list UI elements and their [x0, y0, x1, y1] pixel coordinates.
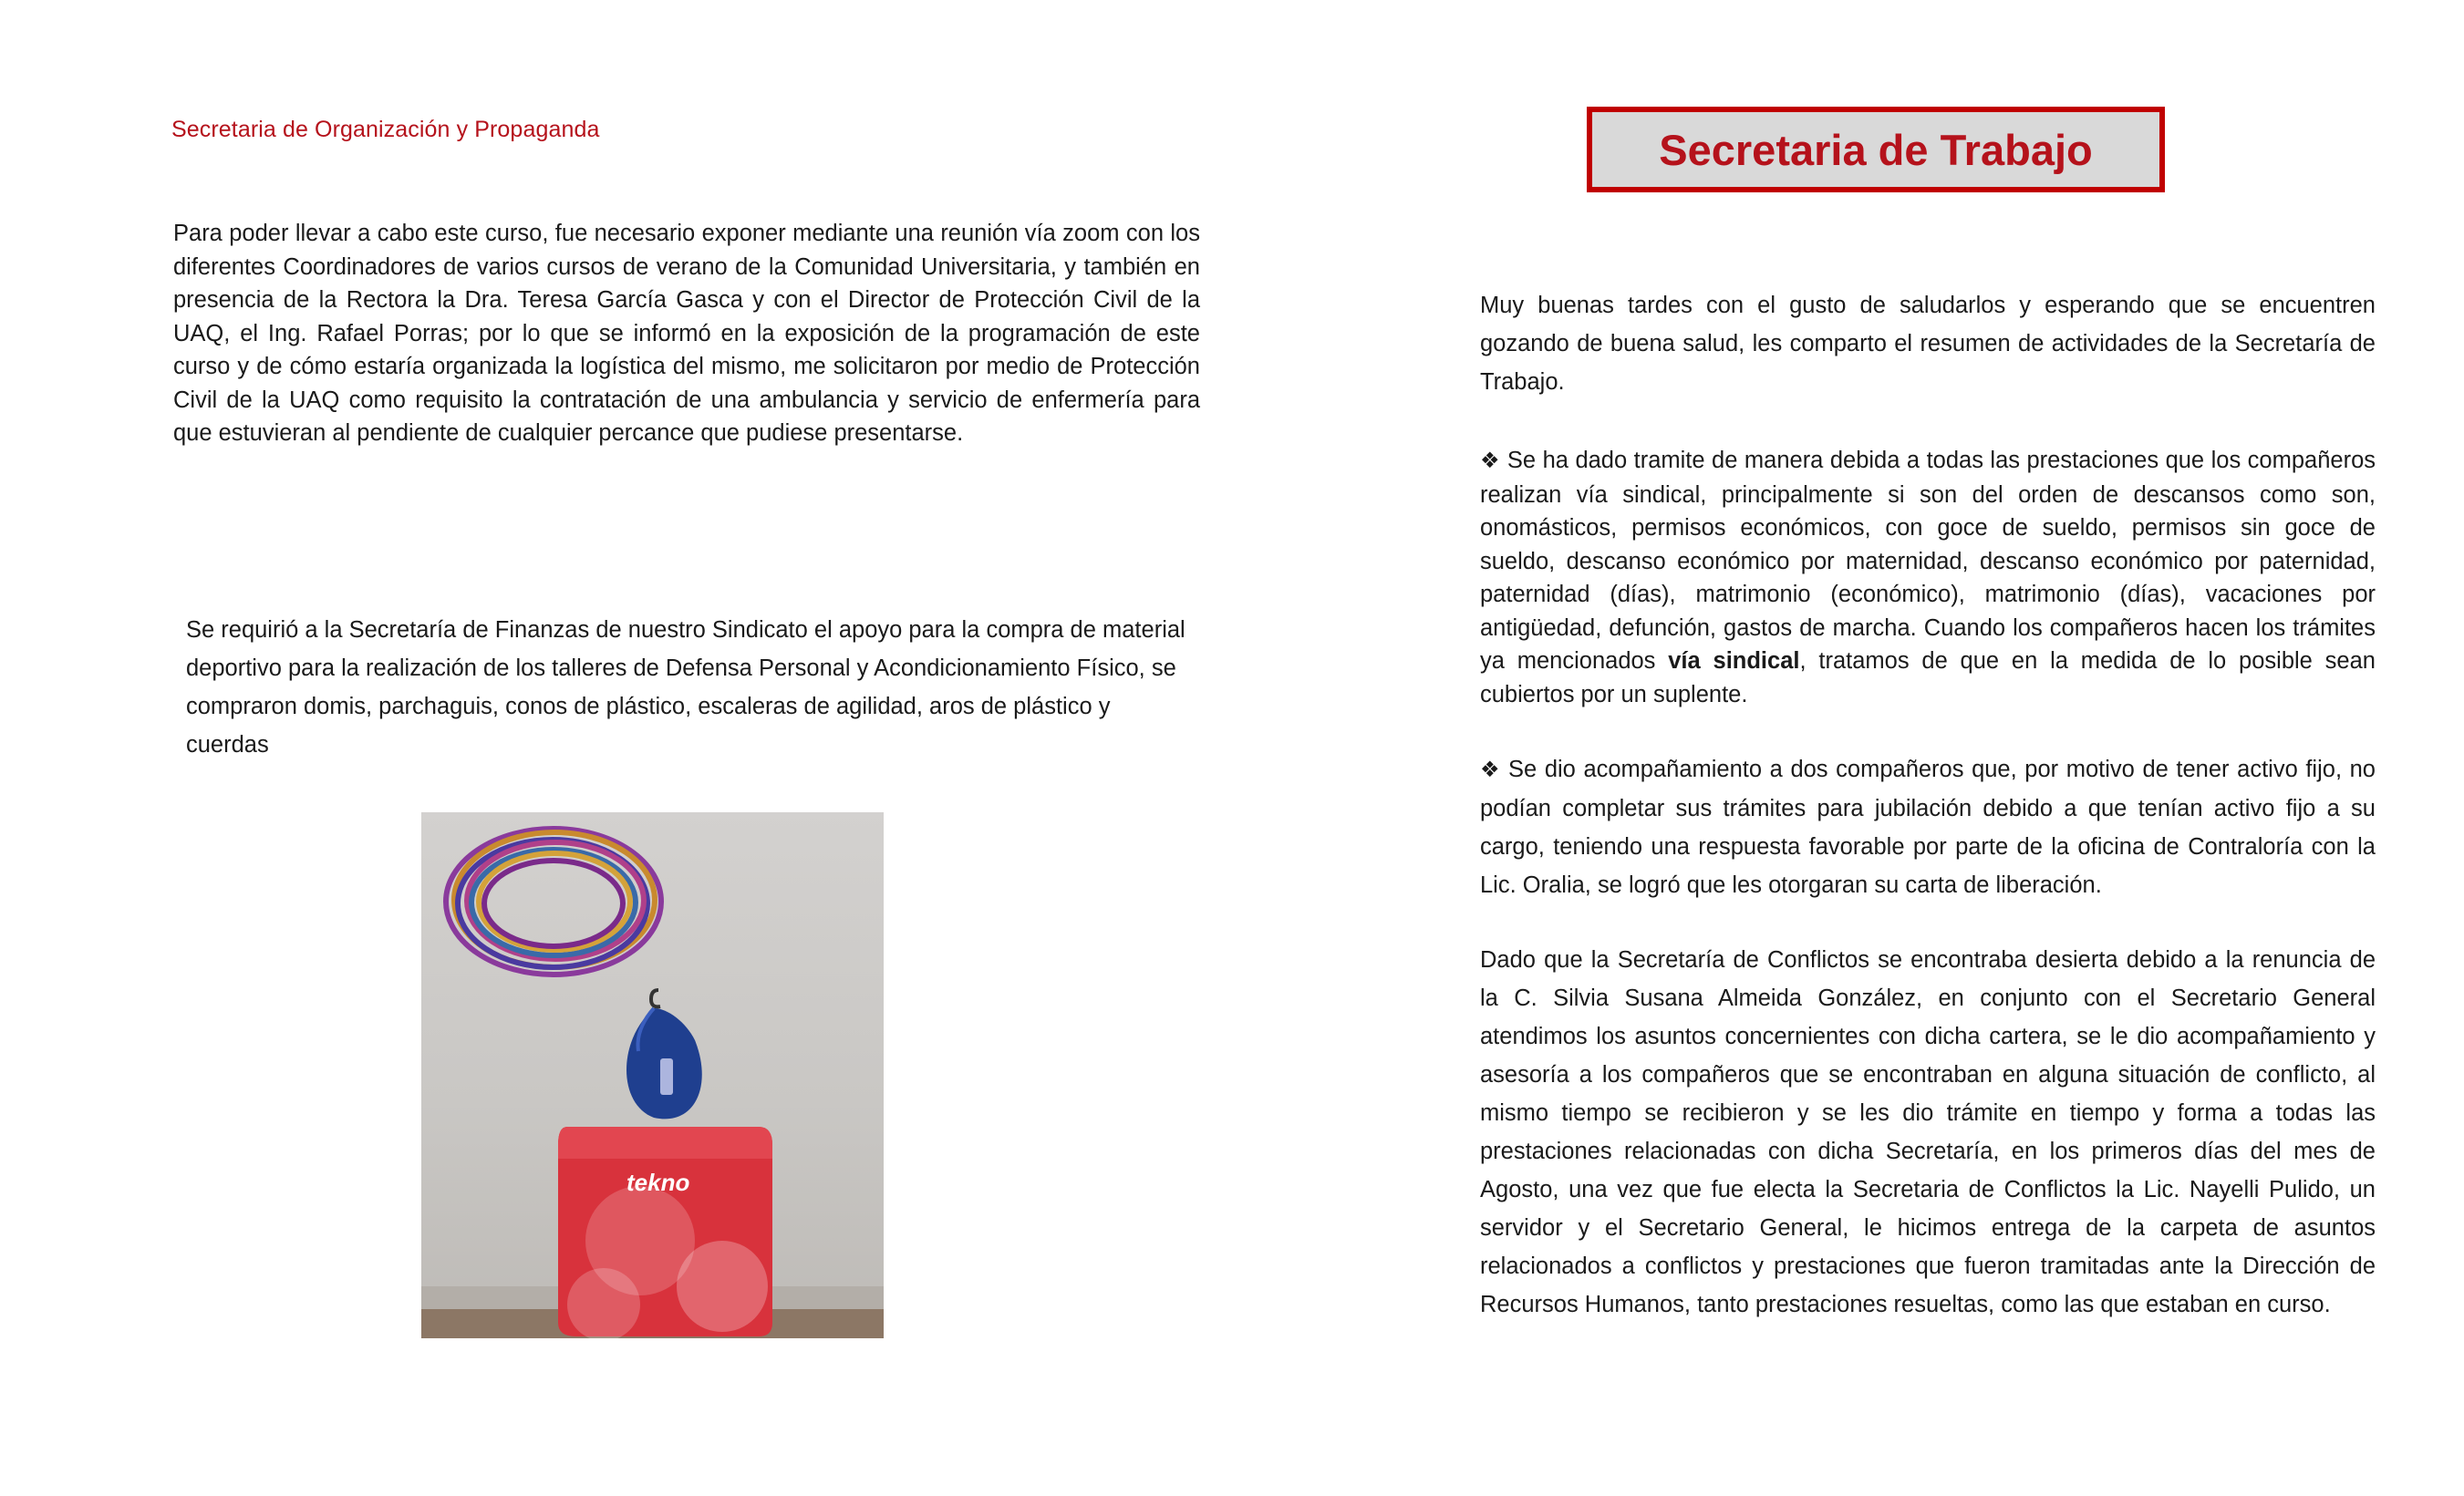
section-title: Secretaria de Trabajo	[1659, 125, 2093, 174]
kick-paddle-icon	[626, 1008, 702, 1119]
pad-brand-text: tekno	[626, 1169, 690, 1196]
intro-paragraph: Muy buenas tardes con el gusto de saludarlos y esperando que se encuentren gozando de buena salud, les comparto el resumen de actividades de la Secretaría de Trabajo.	[1480, 293, 2376, 395]
bullet1-text-start: Se ha dado tramite de manera debida a todas las prestaciones que los compañeros realizan vía sindical, principalmente si son del orden de descansos como son, onomásticos, permisos económicos, con goce de sueldo, permisos sin goce de sueldo, descanso económico por maternidad, descanso económico por paternidad, paternidad (días), matrimonio (económico), matrimonio (días), vacaciones por antigüedad, defunción, gastos de marcha. Cuando los compañeros hacen los trámites ya mencionados	[1480, 448, 2376, 674]
bullet-icon: ❖	[1480, 449, 1500, 473]
photo-illustration	[421, 812, 884, 1338]
bullet1-bold-text: vía sindical	[1668, 648, 1800, 674]
section-heading: Secretaria de Organización y Propaganda	[171, 117, 600, 142]
right-page	[1232, 0, 2464, 1496]
bullet1-text-end: , tratamos de que en la medida de lo posible sean cubiertos por un suplente.	[1480, 648, 2376, 707]
bullet-item-prestaciones	[1480, 444, 2376, 711]
bullet-icon: ❖	[1480, 758, 1502, 782]
paragraph-sports-material: Se requirió a la Secretaría de Finanzas de nuestro Sindicato el apoyo para la compra de material deportivo para la realización de los talleres de Defensa Personal y Acondicionamiento Físico, se compraron domis, parchaguis, conos de plástico, escaleras de agilidad, aros de plástico y cuerdas	[186, 617, 1185, 758]
section-title-box	[1587, 107, 2165, 192]
conflicts-paragraph: Dado que la Secretaría de Conflictos se encontraba desierta debido a la renuncia de la C. Silvia Susana Almeida González, en conjunto con el Secretario General atendimos los asuntos concernientes con dicha cartera, se le dio acompañamiento y asesoría a los compañeros que se encontraban en alguna situación de conflicto, al mismo tiempo se recibieron y se les dio trámite en tiempo y forma a todas las prestaciones relacionadas con dicha Secretaría, en los primeros días del mes de Agosto, una vez que fue electa la Secretaria de Conflictos la Lic. Nayelli Pulido, un servidor y el Secretario General, le hicimos entrega de la carpeta de asuntos relacionados a conflictos y prestaciones que fueron tramitadas ante la Dirección de Recursos Humanos, tanto prestaciones resueltas, como las que estaban en curso.	[1480, 947, 2376, 1317]
wall-hook-icon	[651, 990, 660, 1006]
kicking-shield-icon	[558, 1127, 772, 1338]
hoops-icon	[446, 829, 661, 975]
bullet2-text: Se dio acompañamiento a dos compañeros que, por motivo de tener activo fijo, no podían completar sus trámites para jubilación debido a que tenían activo fijo a su cargo, teniendo una respuesta favorable por parte de la oficina de Contraloría con la Lic. Oralia, se logró que les otorgaran su carta de liberación.	[1480, 757, 2376, 898]
paragraph-zoom-meeting: Para poder llevar a cabo este curso, fue necesario exponer mediante una reunión vía zoom con los diferentes Coordinadores de varios cursos de verano de la Comunidad Universitaria, y también en presencia de la Rectora la Dra. Teresa García Gasca y con el Director de Protección Civil de la UAQ, el Ing. Rafael Porras; por lo que se informó en la exposición de la programación de este curso y de cómo estaría organizada la logística del mismo, me solicitaron por medio de Protección Civil de la UAQ como requisito la contratación de una ambulancia y servicio de enfermería para que estuvieran al pendiente de cualquier percance que pudiese presentarse.	[173, 221, 1200, 446]
bullet-item-jubilacion	[1480, 750, 2376, 904]
sports-equipment-photo	[421, 812, 884, 1338]
